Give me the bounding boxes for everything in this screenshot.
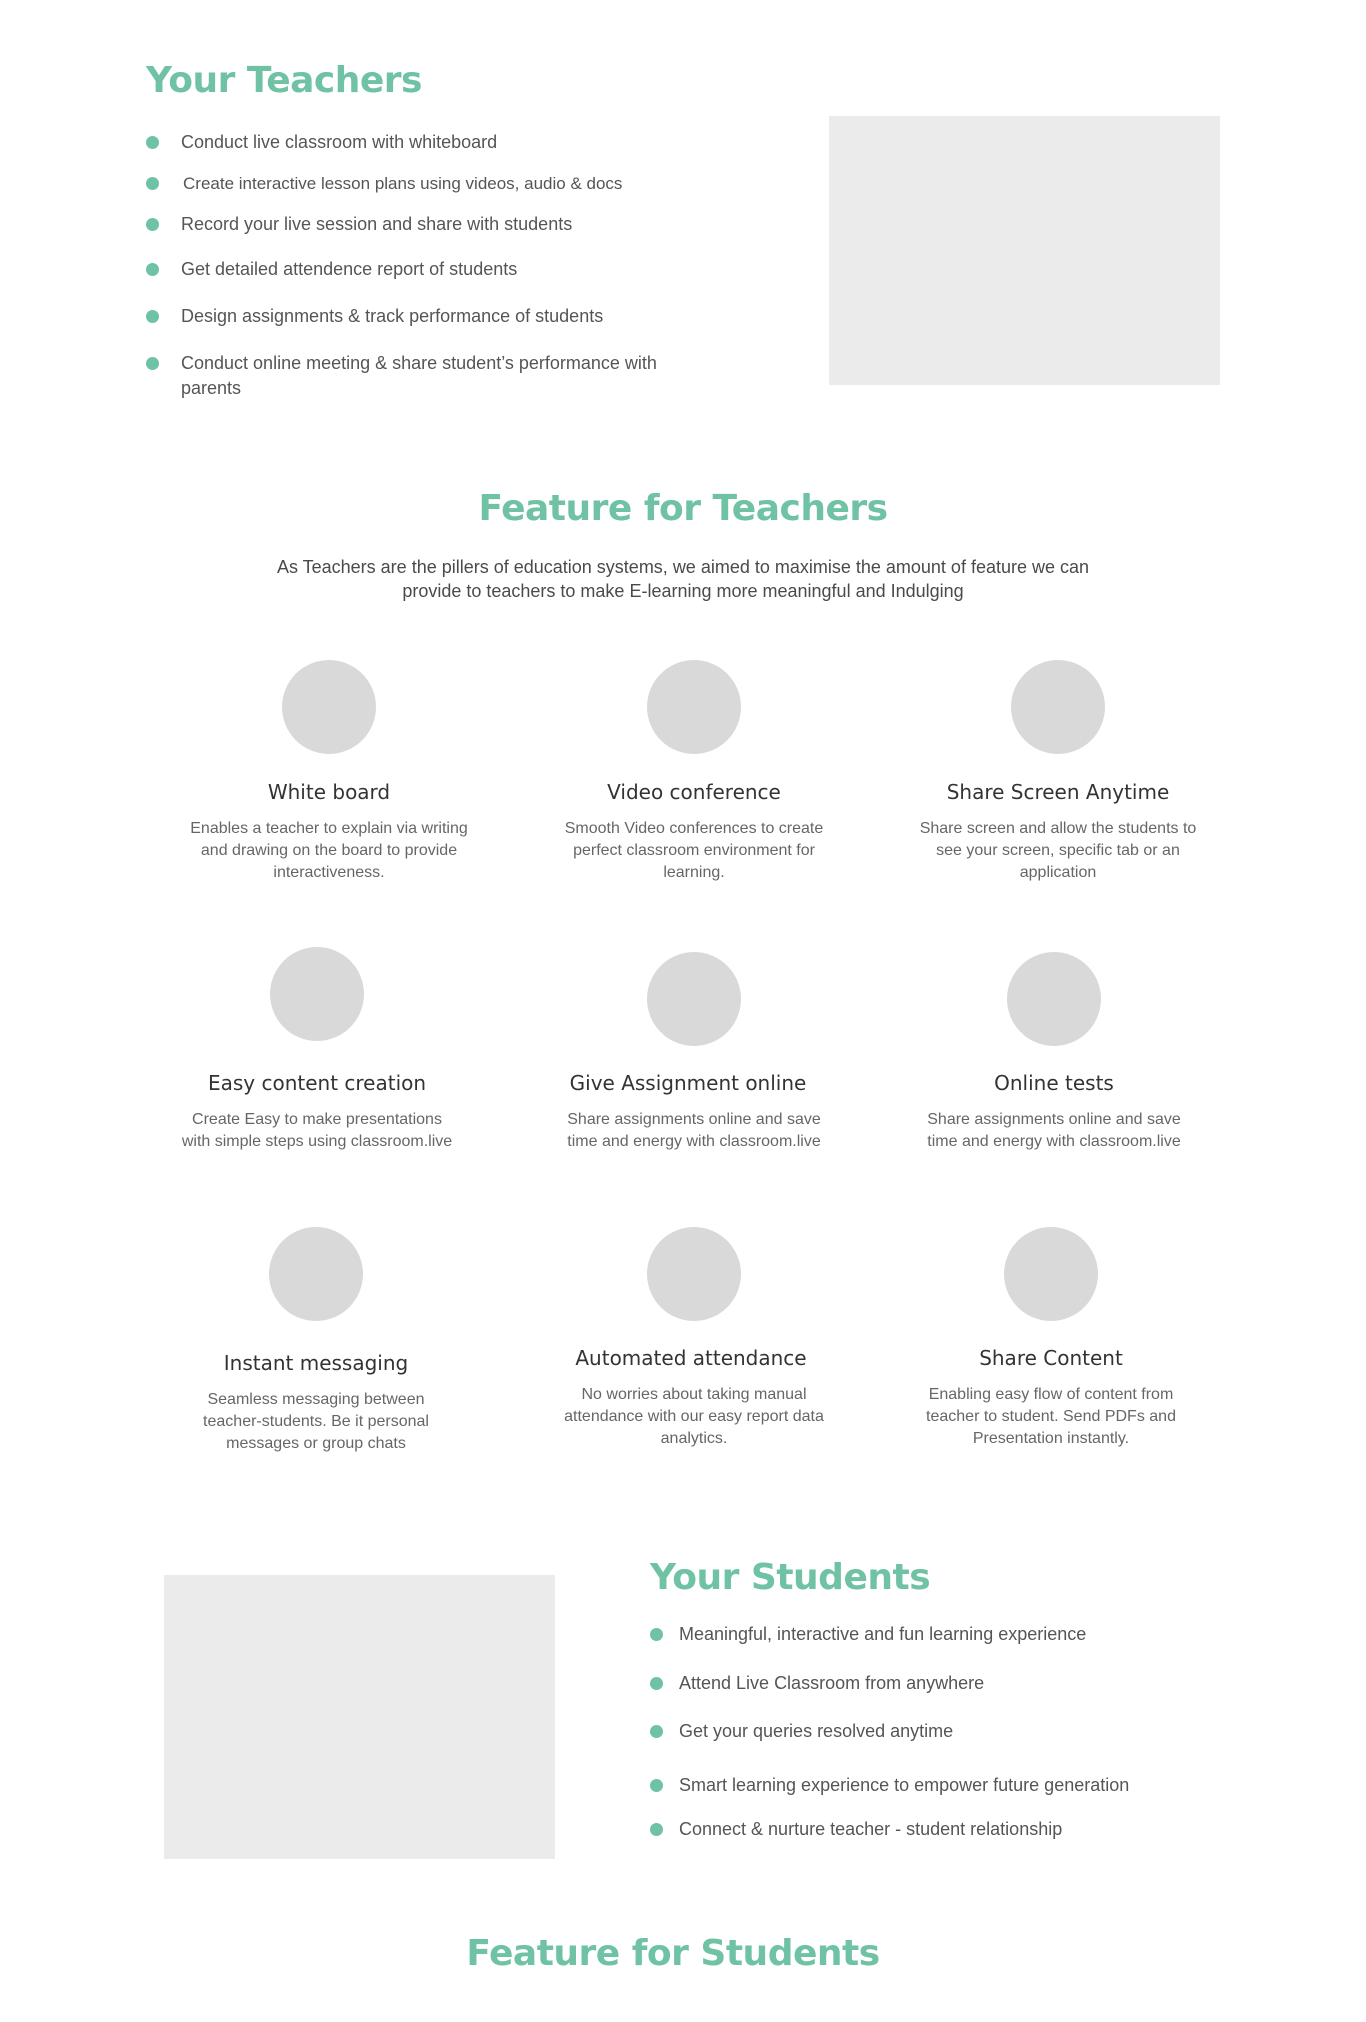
teachers-title: Your Teachers [146, 60, 422, 101]
feature-description: Enabling easy flow of content from teacher to student. Send PDFs and Presentation instantly. [926, 1386, 1176, 1447]
feature-description: Share assignments online and save time and energy with classroom.live [567, 1111, 821, 1150]
bullet-icon [146, 218, 159, 231]
teacher-features-intro: As Teachers are the pillers of education systems, we aimed to maximise the amount of feature we can provide to teachers to make E-learning more meaningful and Indulging [276, 557, 1090, 601]
feature-title: Share Screen Anytime [946, 780, 1170, 804]
teacher-features-title: Feature for Teachers [478, 488, 888, 529]
list-item-text: Design assignments & track performance of students [181, 306, 604, 326]
feature-description: Enables a teacher to explain via writing and drawing on the board to provide interactiveness. [190, 820, 468, 881]
students-image-placeholder [164, 1575, 555, 1859]
feature-title: Online tests [994, 1071, 1114, 1095]
list-item-text: Record your live session and share with students [181, 214, 573, 234]
list-item-text: Get detailed attendence report of students [181, 259, 518, 279]
bullet-icon [650, 1725, 663, 1738]
list-item-text: Create interactive lesson plans using videos, audio & docs [183, 174, 623, 193]
feature-title: Easy content creation [207, 1071, 427, 1095]
bullet-icon [146, 177, 159, 190]
feature-title: Instant messaging [223, 1351, 409, 1375]
feature-description: Seamless messaging between teacher-students. Be it personal messages or group chats [203, 1391, 429, 1452]
feature-title: Give Assignment online [569, 1071, 807, 1095]
test-icon [1007, 952, 1101, 1046]
bullet-icon [650, 1823, 663, 1836]
feature-description: Create Easy to make presentations with simple steps using classroom.live [181, 1111, 453, 1150]
share-content-icon [1004, 1227, 1098, 1321]
video-camera-icon [647, 660, 741, 754]
bullet-icon [146, 136, 159, 149]
feature-title: Share Content [979, 1346, 1123, 1370]
bullet-icon [146, 357, 159, 370]
attendance-icon [647, 1227, 741, 1321]
list-item-text: Get your queries resolved anytime [679, 1721, 954, 1741]
bullet-icon [650, 1677, 663, 1690]
list-item-text: Attend Live Classroom from anywhere [679, 1673, 985, 1693]
share-screen-icon [1011, 660, 1105, 754]
list-item-text: Connect & nurture teacher - student relationship [679, 1819, 1063, 1839]
presentation-icon [270, 947, 364, 1041]
list-item-text: Conduct live classroom with whiteboard [181, 132, 498, 152]
feature-title: Automated attendance [575, 1346, 807, 1370]
chat-icon [269, 1227, 363, 1321]
feature-title: White board [267, 780, 391, 804]
assignment-icon [647, 952, 741, 1046]
list-item-text: Smart learning experience to empower future generation [679, 1775, 1130, 1795]
teachers-image-placeholder [829, 116, 1220, 385]
feature-title: Video conference [607, 780, 781, 804]
whiteboard-icon [282, 660, 376, 754]
bullet-icon [146, 263, 159, 276]
feature-description: Smooth Video conferences to create perfect classroom environment for learning. [564, 820, 824, 881]
bullet-icon [146, 310, 159, 323]
bullet-icon [650, 1628, 663, 1641]
list-item-text: Conduct online meeting & share student’s performance with parents [181, 353, 657, 398]
feature-description: No worries about taking manual attendance with our easy report data analytics. [564, 1386, 824, 1447]
bullet-icon [650, 1779, 663, 1792]
feature-description: Share assignments online and save time and energy with classroom.live [927, 1111, 1181, 1150]
student-features-title: Feature for Students [466, 1933, 880, 1974]
students-title: Your Students [650, 1557, 931, 1598]
feature-description: Share screen and allow the students to see your screen, specific tab or an application [919, 820, 1197, 881]
list-item-text: Meaningful, interactive and fun learning experience [679, 1624, 1087, 1644]
